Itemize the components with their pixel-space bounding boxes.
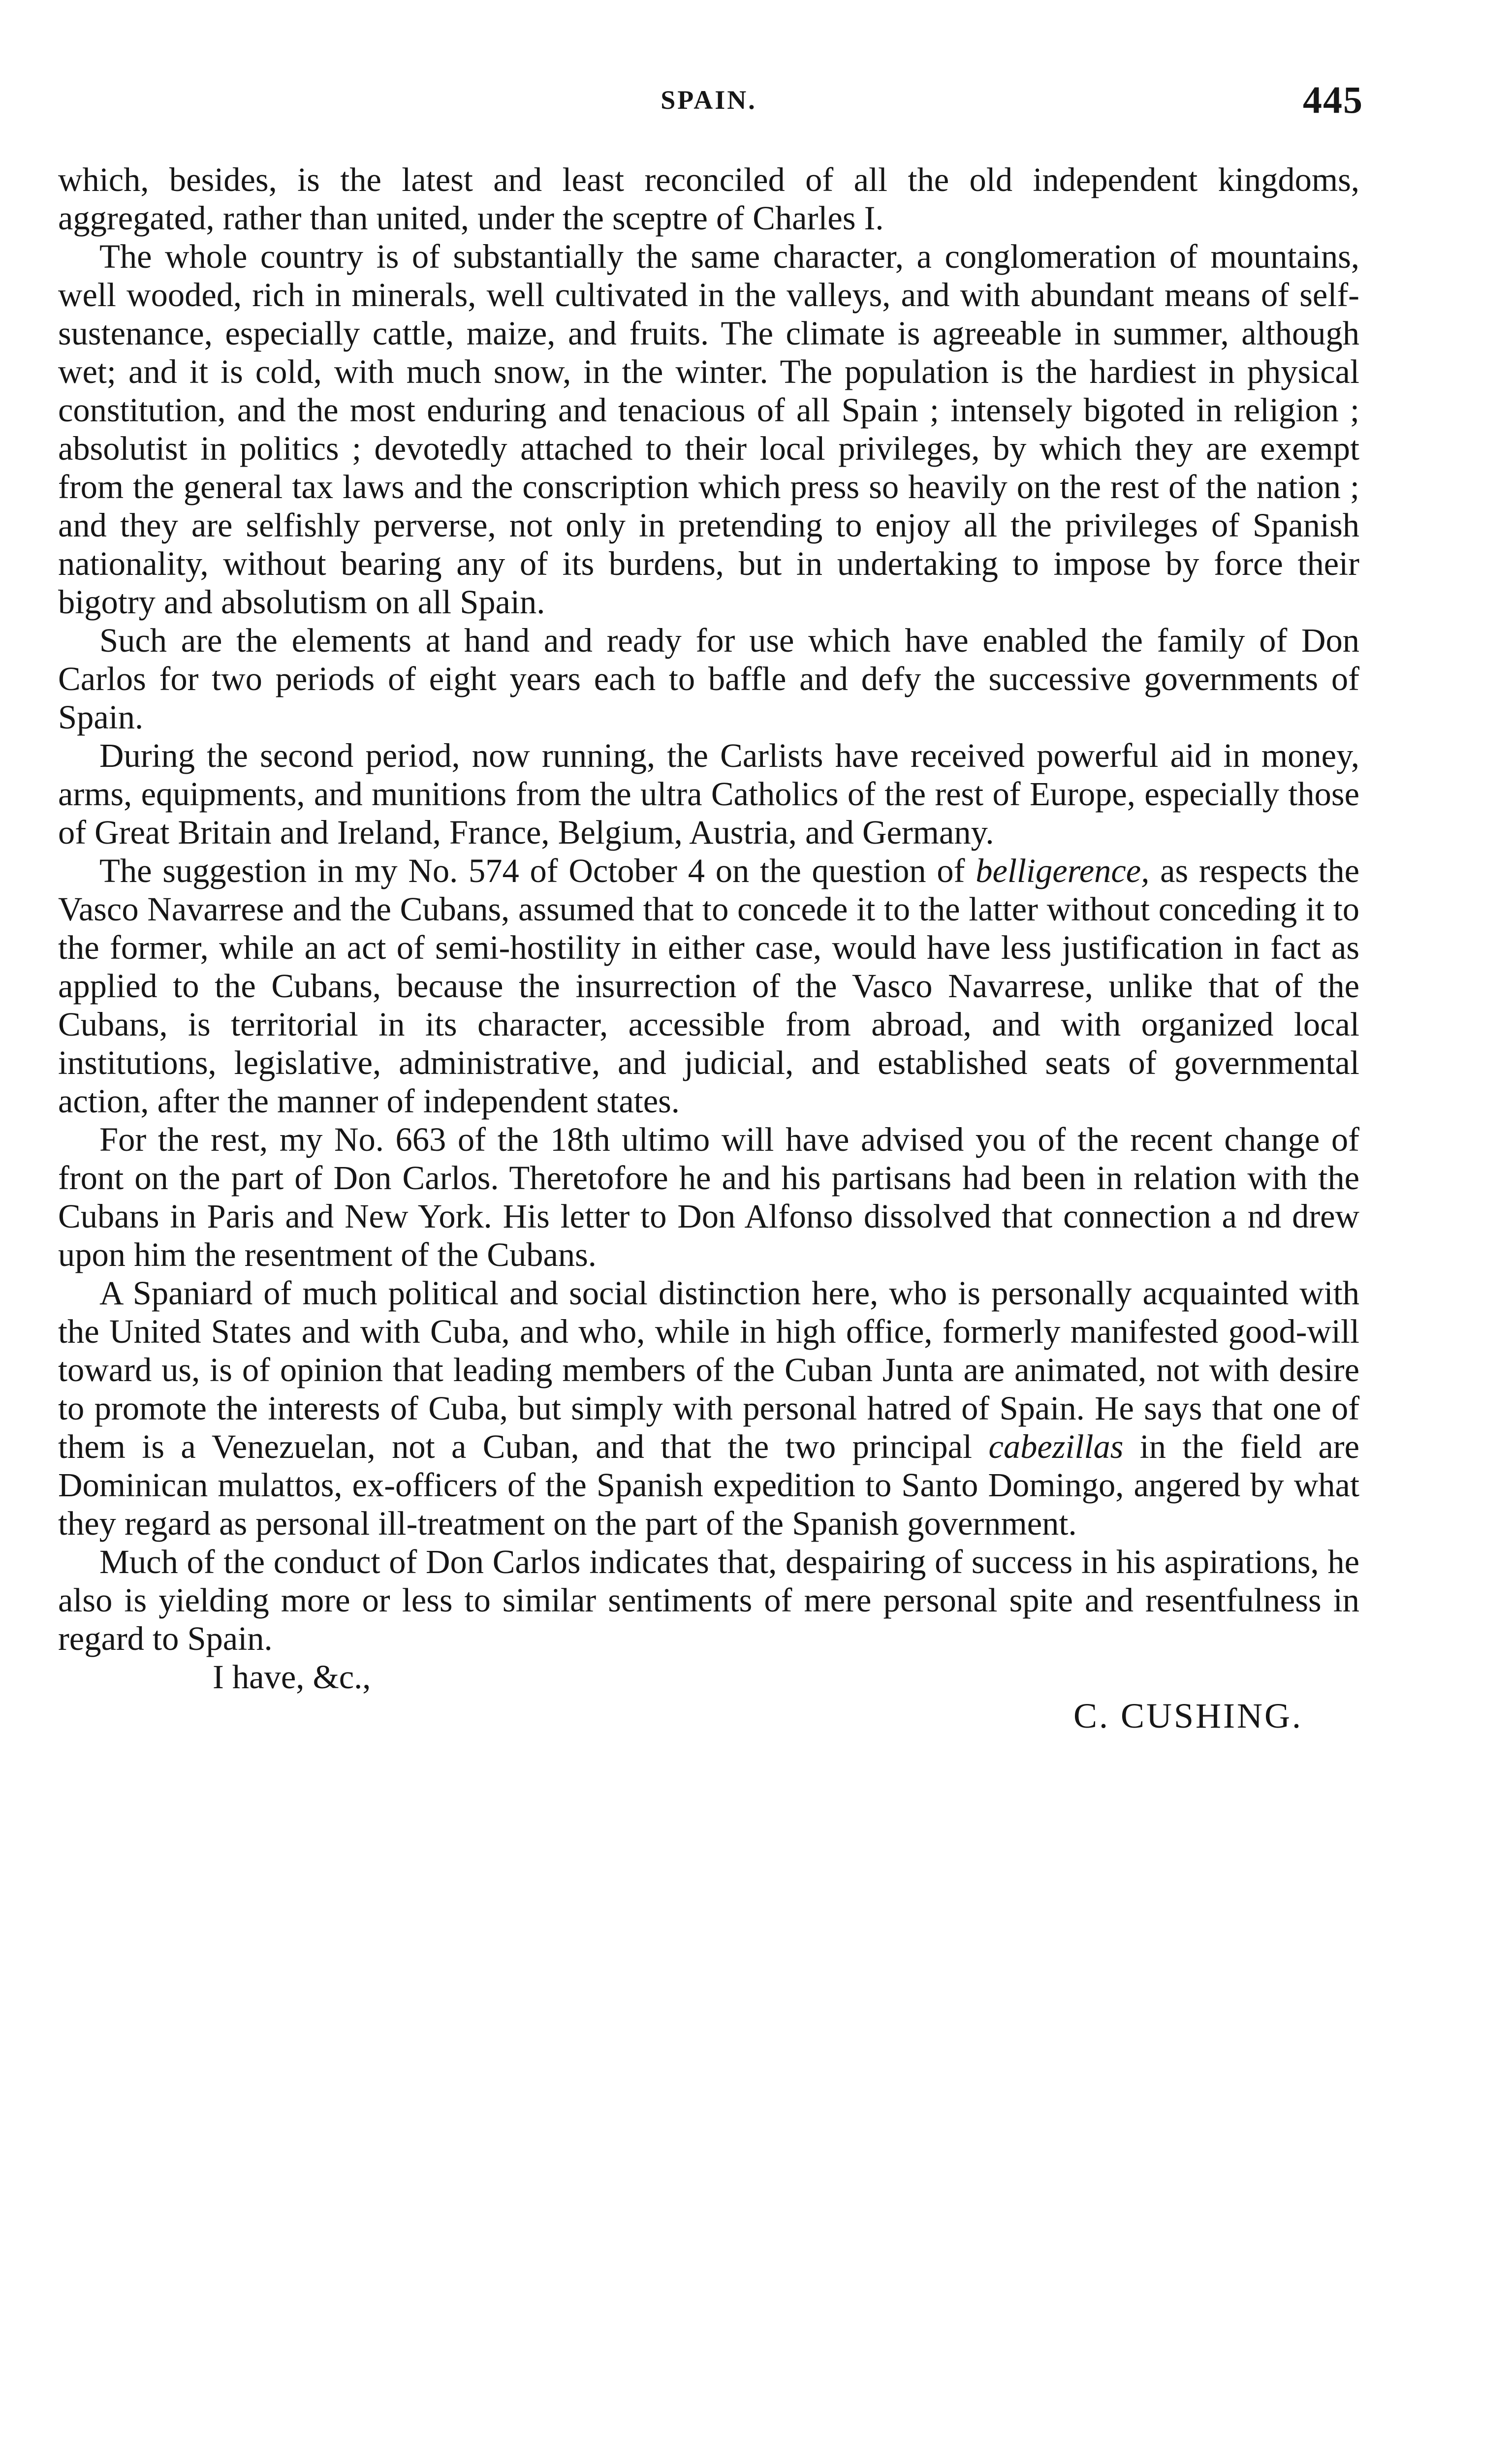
signature: C. CUSHING.	[1073, 1696, 1303, 1735]
running-header	[54, 74, 1363, 128]
paragraph-spaniard-opinion	[58, 1274, 1359, 1543]
paragraph-continued: which, besides, is the latest and least reconciled of all the old independent kingdoms, aggregated, rather than united, under the sceptre of Charles I.	[58, 161, 1359, 237]
paragraph-second-period: During the second period, now running, the Carlists have received powerful aid in money, arms, equipments, and munitions from the ultra Catholics of the rest of Europe, especially those of Great Britain and Ireland, France, Belgium, Austria, and Germany.	[58, 737, 1359, 851]
paragraph-belligerence	[58, 852, 1359, 1120]
italic-term-belligerence: belligerence,	[976, 852, 1150, 889]
running-title: SPAIN.	[661, 85, 757, 115]
closing-line: I have, &c.,	[213, 1658, 371, 1696]
text-run: as respects the Vasco Navarrese and the Cubans, assumed that to concede it to the latter without conceding it to the former, while an act of semi-hostility in either case, would have less justification in fact as applied to the Cubans, because the insurrection of the Vasco Navarrese, unlike that of the Cubans, is territorial in its character, accessible from abroad, and with organized local institutions, legislative, administrative, and judicial, and established seats of governmental action, after the manner of independent states.	[58, 852, 1359, 1120]
paragraph-country-character: The whole country is of substantially the same character, a conglomeration of mountains, well wooded, rich in minerals, well cultivated in the valleys, and with abundant means of self-sustenance, especially cattle, maize, and fruits. The climate is agreeable in summer, although wet; and it is cold, with much snow, in the winter. The population is the hardiest in physical constitution, and the most enduring and tenacious of all Spain ; intensely bigoted in religion ; absolutist in politics ; devotedly attached to their local privileges, by which they are exempt from the general tax laws and the conscription which press so heavily on the rest of the nation ; and they are selfishly perverse, not only in pretending to enjoy all the privileges of Spanish nationality, without bearing any of its burdens, but in undertaking to impose by force their bigotry and absolutism on all Spain.	[58, 238, 1359, 621]
text-run: in the field are Dominican mulattos, ex-officers of the Spanish expedition to Santo Domingo, angered by what they regard as personal ill-treatment on the part of the Spanish government.	[58, 1428, 1359, 1542]
page-number: 445	[1303, 78, 1363, 121]
text-run: A Spaniard of much political and social distinction here, who is personally acquainted with the United States and with Cuba, and who, while in high office, formerly manifested good-will toward us, is of opinion that leading members of the Cuban Junta are animated, not with desire to promote the interests of Cuba, but simply with personal hatred of Spain. He says that one of them is a Venezuelan, not a Cuban, and that the two principal	[58, 1274, 1359, 1465]
letter-body	[58, 160, 1359, 1735]
italic-term-cabezillas: cabezillas	[988, 1428, 1124, 1465]
text-run: The suggestion in my No. 574 of October 4 on the question of	[99, 852, 976, 889]
paragraph-elements: Such are the elements at hand and ready for use which have enabled the family of Don Carlos for two periods of eight years each to baffle and defy the successive governments of Spain.	[58, 622, 1359, 736]
paragraph-don-carlos-conduct: Much of the conduct of Don Carlos indicates that, despairing of success in his aspirations, he also is yielding more or less to similar sentiments of mere personal spite and resentfulness in regard to Spain.	[58, 1543, 1359, 1657]
paragraph-change-of-front: For the rest, my No. 663 of the 18th ultimo will have advised you of the recent change of front on the part of Don Carlos. Theretofore he and his partisans had been in relation with the Cubans in Paris and New York. His letter to Don Alfonso dissolved that connection a nd drew upon him the resentment of the Cubans.	[58, 1121, 1359, 1273]
